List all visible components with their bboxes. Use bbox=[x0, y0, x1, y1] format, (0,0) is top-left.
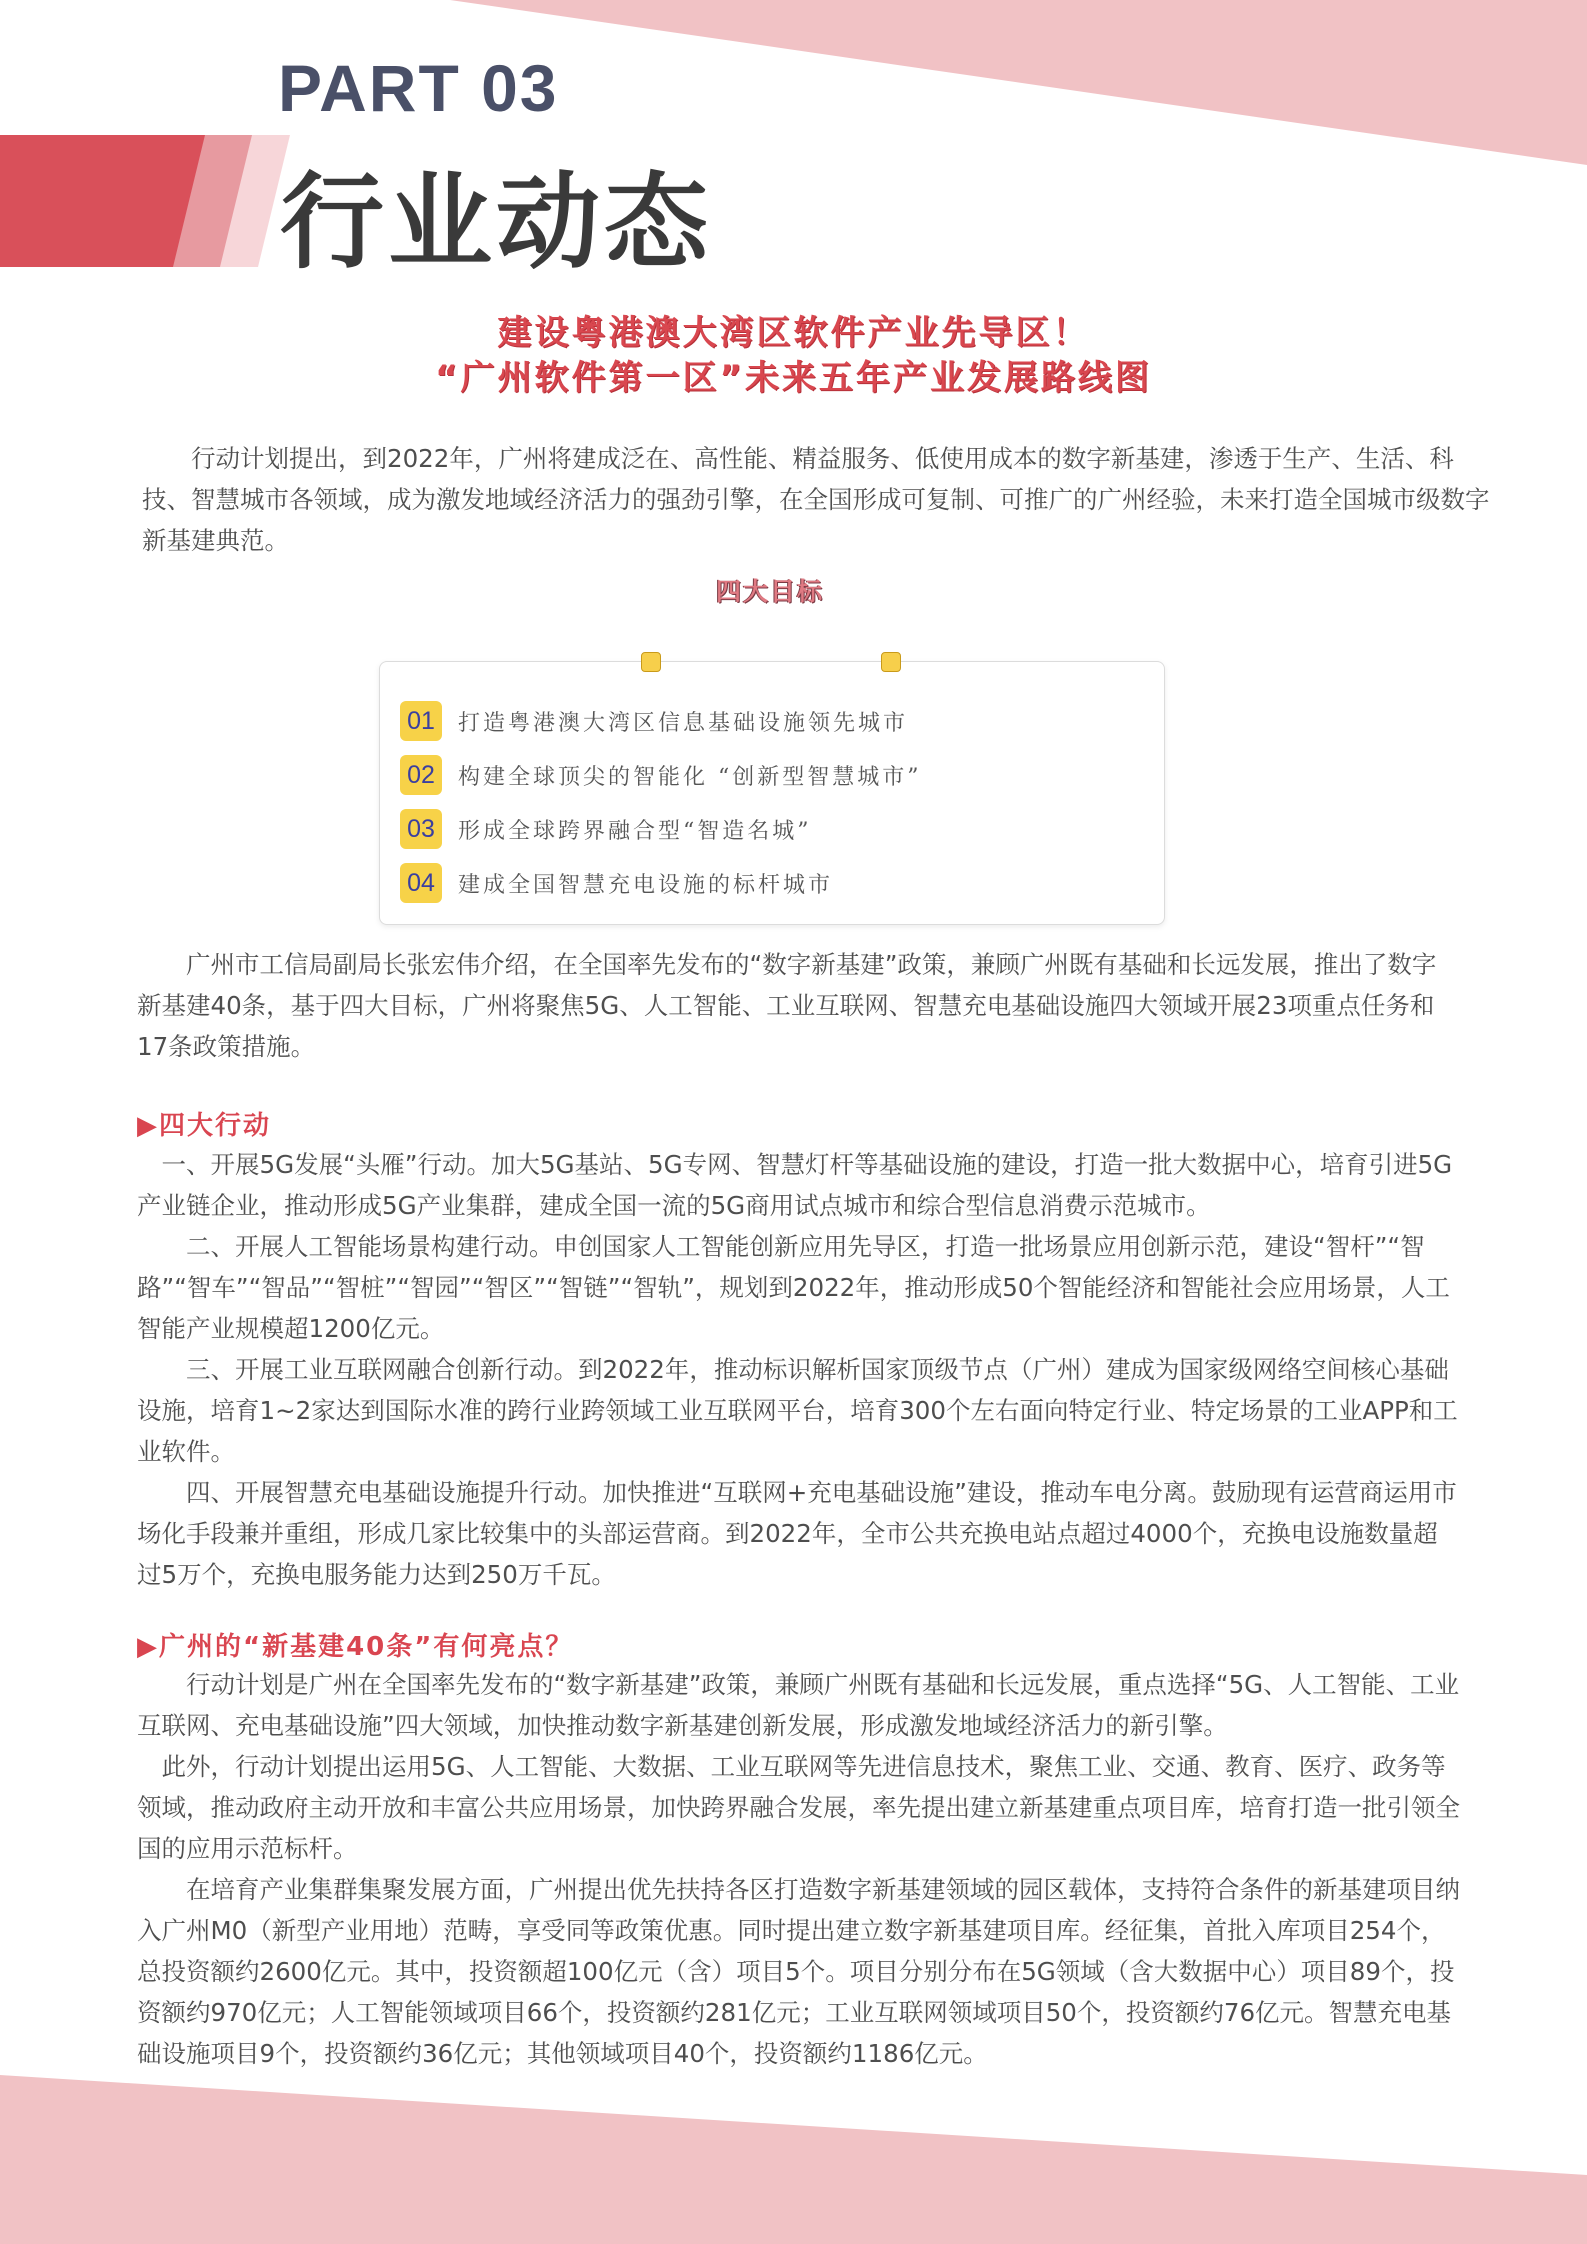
goal-text: 打造粤港澳大湾区信息基础设施领先城市 bbox=[458, 710, 909, 736]
section-heading-actions: ▶四大行动 bbox=[137, 1111, 271, 1141]
part-label: PART 03 bbox=[278, 51, 559, 125]
card-pin-right bbox=[881, 652, 901, 672]
goal-number-badge: 01 bbox=[400, 701, 442, 741]
action-item: 三、开展工业互联网融合创新行动。到2022年，推动标识解析国家顶级节点（广州）建成为国家级网络空间核心基础设施，培育1~2家达到国际水准的跨行业跨领域工业互联网平台，培育300个左右面向特定行业、特定场景的工业APP和工业软件。 bbox=[137, 1355, 1458, 1466]
summary-paragraph bbox=[137, 944, 1460, 1067]
goal-item bbox=[400, 700, 908, 742]
highlight-item: 在培育产业集群集聚发展方面，广州提出优先扶持各区打造数字新基建领域的园区载体，支持符合条件的新基建项目纳入广州M0（新型产业用地）范畴，享受同等政策优惠。同时提出建立数字新基建项目库。经征集，首批入库项目254个，总投资额约2600亿元。其中，投资额超100亿元（含）项目5个。项目分别分布在5G领域（含大数据中心）项目89个，投资额约970亿元；人工智能领域项目66个，投资额约281亿元；工业互联网领域项目50个，投资额约76亿元。智慧充电基础设施项目9个，投资额约36亿元；其他领域项目40个，投资额约1186亿元。 bbox=[137, 1875, 1460, 2068]
goal-item bbox=[400, 808, 812, 850]
bottom-pink-band bbox=[0, 2075, 1587, 2244]
summary-text: 广州市工信局副局长张宏伟介绍，在全国率先发布的“数字新基建”政策，兼顾广州既有基础和长远发展，推出了数字新基建40条，基于四大目标，广州将聚焦5G、人工智能、工业互联网、智慧充电基础设施四大领域开展23项重点任务和17条政策措施。 bbox=[137, 950, 1437, 1061]
goals-title: 四大目标 bbox=[715, 577, 824, 606]
headline-line-2: “广州软件第一区”未来五年产业发展路线图 bbox=[435, 358, 1152, 398]
header-stripe-dark bbox=[0, 135, 205, 267]
goal-item bbox=[400, 754, 922, 796]
goal-item bbox=[400, 862, 833, 904]
intro-paragraph bbox=[142, 438, 1502, 561]
goal-number-badge: 04 bbox=[400, 863, 442, 903]
action-item: 四、开展智慧充电基础设施提升行动。加快推进“互联网+充电基础设施”建设，推动车电分离。鼓励现有运营商运用市场化手段兼并重组，形成几家比较集中的头部运营商。到2022年，全市公共充换电站点超过4000个，充换电设施数量超过5万个，充换电服务能力达到250万千瓦。 bbox=[137, 1478, 1457, 1589]
headline-line-1: 建设粤港澳大湾区软件产业先导区！ bbox=[497, 313, 1090, 353]
page-title: 行业动态 bbox=[280, 161, 713, 283]
intro-text: 行动计划提出，到2022年，广州将建成泛在、高性能、精益服务、低使用成本的数字新基建，渗透于生产、生活、科技、智慧城市各领域，成为激发地域经济活力的强劲引擎，在全国形成可复制、可推广的广州经验，未来打造全国城市级数字新基建典范。 bbox=[142, 444, 1490, 555]
action-item: 一、开展5G发展“头雁”行动。加大5G基站、5G专网、智慧灯杆等基础设施的建设，打造一批大数据中心，培育引进5G产业链企业，推动形成5G产业集群，建成全国一流的5G商用试点城市和综合型信息消费示范城市。 bbox=[137, 1150, 1453, 1220]
actions-body bbox=[137, 1144, 1460, 1595]
card-pin-left bbox=[641, 652, 661, 672]
highlights-body bbox=[137, 1664, 1460, 2074]
section-heading-highlights: ▶广州的“新基建40条”有何亮点？ bbox=[137, 1632, 574, 1662]
action-item: 二、开展人工智能场景构建行动。申创国家人工智能创新应用先导区，打造一批场景应用创新示范，建设“智杆”“智路”“智车”“智品”“智桩”“智园”“智区”“智链”“智轨”，规划到2022年，推动形成50个智能经济和智能社会应用场景，人工智能产业规模超1200亿元。 bbox=[137, 1232, 1450, 1343]
goal-text: 构建全球顶尖的智能化 “创新型智慧城市” bbox=[458, 764, 922, 790]
goal-number-badge: 02 bbox=[400, 755, 442, 795]
highlight-item: 此外，行动计划提出运用5G、人工智能、大数据、工业互联网等先进信息技术，聚焦工业、交通、教育、医疗、政务等领域，推动政府主动开放和丰富公共应用场景，加快跨界融合发展，率先提出建立新基建重点项目库，培育打造一批引领全国的应用示范标杆。 bbox=[137, 1752, 1460, 1863]
goal-text: 建成全国智慧充电设施的标杆城市 bbox=[458, 872, 834, 898]
highlight-item: 行动计划是广州在全国率先发布的“数字新基建”政策，兼顾广州既有基础和长远发展，重点选择“5G、人工智能、工业互联网、充电基础设施”四大领域，加快推动数字新基建创新发展，形成激发地域经济活力的新引擎。 bbox=[137, 1670, 1460, 1740]
goal-text: 形成全球跨界融合型“智造名城” bbox=[458, 818, 812, 844]
goal-number-badge: 03 bbox=[400, 809, 442, 849]
